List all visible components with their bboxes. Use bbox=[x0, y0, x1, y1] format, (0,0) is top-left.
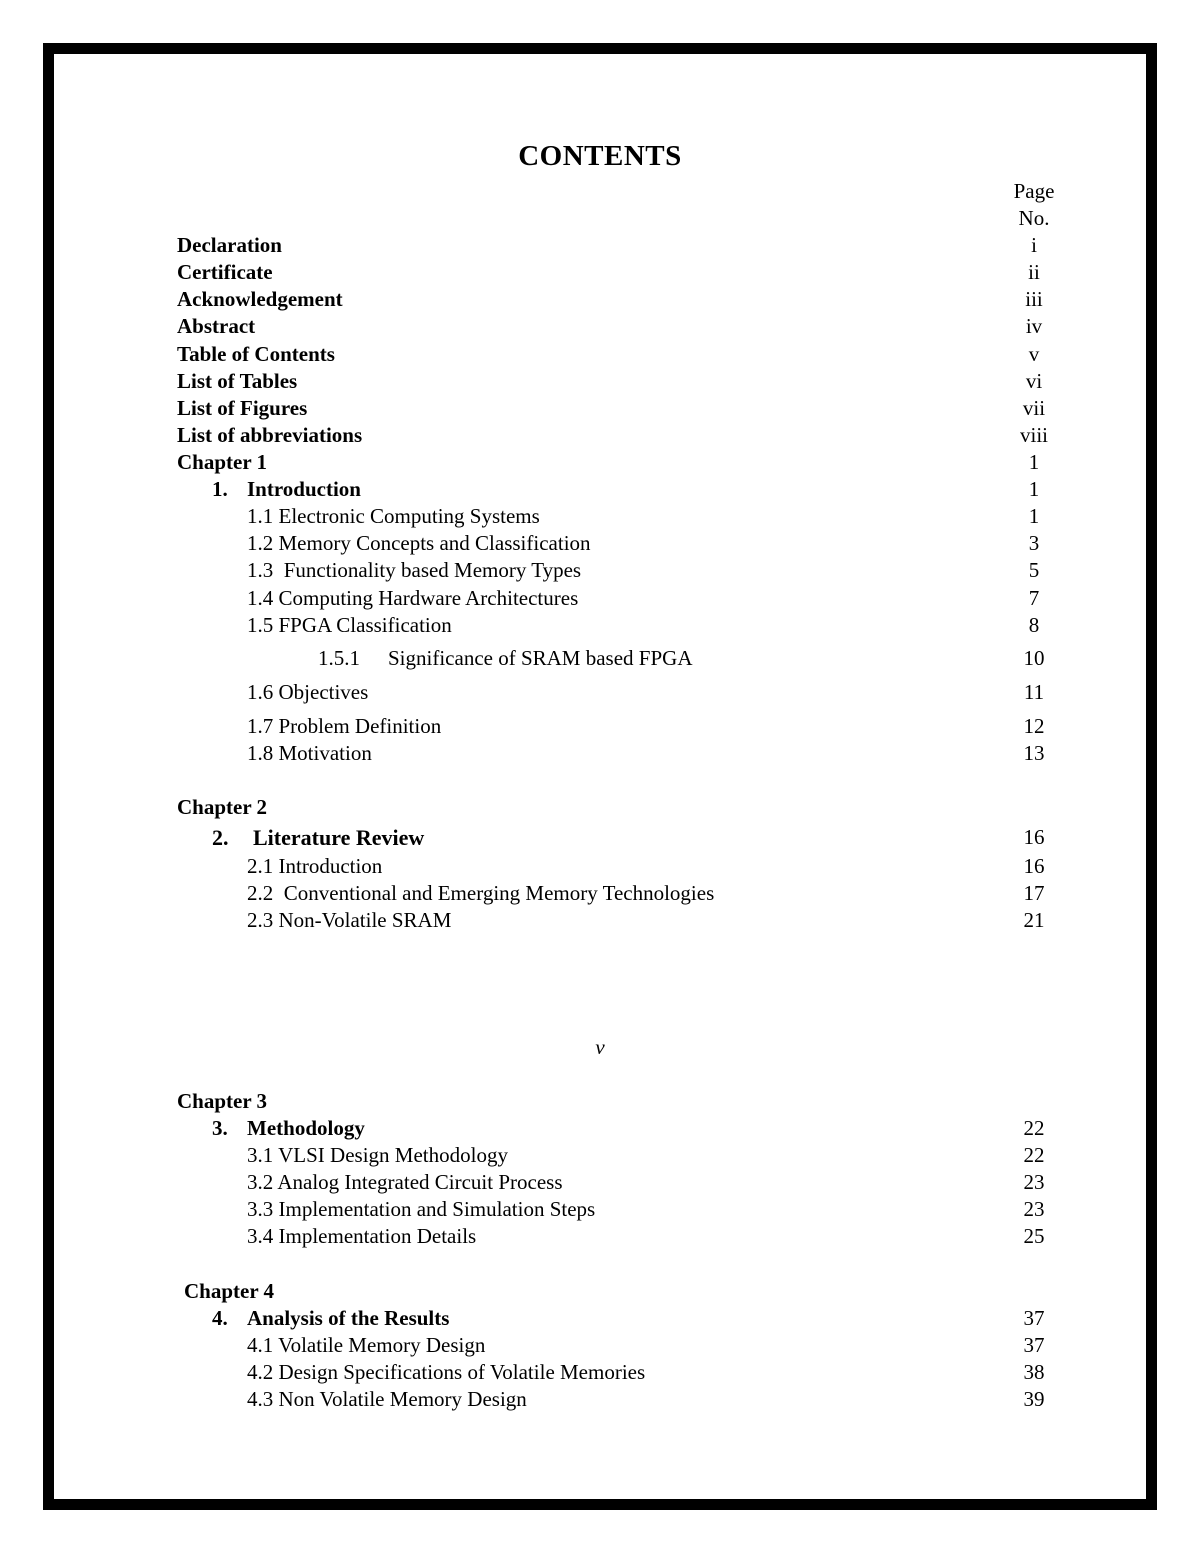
chapter-number: 3. bbox=[212, 1116, 228, 1140]
toc-entry-list-of-abbreviations[interactable] bbox=[0, 422, 1200, 449]
subsection-number: 1.5.1 bbox=[318, 646, 360, 670]
toc-label: 2.3 Non-Volatile SRAM bbox=[247, 908, 452, 932]
chapter-number: 1. bbox=[212, 477, 228, 501]
toc-label bbox=[318, 645, 692, 672]
toc-page: vii bbox=[1022, 396, 1046, 420]
toc-label: 3.1 VLSI Design Methodology bbox=[247, 1143, 508, 1167]
toc-page: 39 bbox=[1023, 1387, 1045, 1411]
toc-label: 2.1 Introduction bbox=[247, 854, 383, 878]
toc-label: 4.3 Non Volatile Memory Design bbox=[247, 1387, 527, 1411]
toc-label: 3.3 Implementation and Simulation Steps bbox=[247, 1197, 596, 1221]
toc-section[interactable] bbox=[0, 503, 1200, 530]
chapter-title-text: Methodology bbox=[247, 1116, 365, 1140]
toc-page: 13 bbox=[1023, 741, 1045, 765]
toc-label: 1.5 FPGA Classification bbox=[247, 613, 452, 637]
toc-entry-certificate[interactable] bbox=[0, 259, 1200, 286]
toc-label: 1.6 Objectives bbox=[247, 680, 369, 704]
chapter-number: 2. bbox=[212, 825, 229, 850]
toc-label: 1.2 Memory Concepts and Classification bbox=[247, 531, 591, 555]
toc-chapter-4-title[interactable] bbox=[0, 1305, 1200, 1332]
toc-label: 1.4 Computing Hardware Architectures bbox=[247, 586, 579, 610]
toc-page: 21 bbox=[1023, 908, 1045, 932]
toc-page: 38 bbox=[1023, 1360, 1045, 1384]
toc-subsection[interactable] bbox=[0, 645, 1200, 672]
toc-page: 1 bbox=[1028, 450, 1040, 474]
toc-section[interactable] bbox=[0, 907, 1200, 934]
toc-section[interactable] bbox=[0, 1223, 1200, 1250]
toc-entry-acknowledgement[interactable] bbox=[0, 286, 1200, 313]
toc-section[interactable] bbox=[0, 853, 1200, 880]
chapter-title bbox=[212, 824, 424, 851]
toc-chapter-2-heading[interactable] bbox=[0, 794, 1200, 821]
toc-section[interactable] bbox=[0, 1142, 1200, 1169]
chapter-heading: Chapter 4 bbox=[184, 1279, 275, 1303]
toc-label: 1.1 Electronic Computing Systems bbox=[247, 504, 540, 528]
toc-chapter-1-heading[interactable] bbox=[0, 449, 1200, 476]
toc-page: 23 bbox=[1023, 1197, 1045, 1221]
toc-label: Table of Contents bbox=[177, 342, 335, 366]
toc-page: i bbox=[1031, 233, 1037, 257]
toc-label: 1.7 Problem Definition bbox=[247, 714, 442, 738]
toc-entry-list-of-figures[interactable] bbox=[0, 395, 1200, 422]
toc-chapter-3-heading[interactable] bbox=[0, 1088, 1200, 1115]
toc-page: 10 bbox=[1023, 646, 1045, 670]
chapter-title bbox=[212, 1305, 449, 1332]
toc-label: 3.2 Analog Integrated Circuit Process bbox=[247, 1170, 563, 1194]
toc-page: 8 bbox=[1028, 613, 1040, 637]
toc-page: iv bbox=[1025, 314, 1043, 338]
toc-label: 4.2 Design Specifications of Volatile Memories bbox=[247, 1360, 646, 1384]
toc-section[interactable] bbox=[0, 1196, 1200, 1223]
toc-page: 1 bbox=[1028, 504, 1040, 528]
toc-page: v bbox=[1028, 342, 1040, 366]
toc-section[interactable] bbox=[0, 1359, 1200, 1386]
toc-chapter-4-heading[interactable] bbox=[0, 1278, 1200, 1305]
toc-page: 7 bbox=[1028, 586, 1040, 610]
toc-chapter-3-title[interactable] bbox=[0, 1115, 1200, 1142]
toc-page: ii bbox=[1028, 260, 1040, 284]
chapter-title bbox=[212, 1115, 365, 1142]
toc-page: vi bbox=[1025, 369, 1043, 393]
toc-page: 22 bbox=[1023, 1116, 1045, 1140]
toc-label: Certificate bbox=[177, 260, 273, 284]
toc-page: viii bbox=[1019, 423, 1048, 447]
toc-label: 1.8 Motivation bbox=[247, 741, 372, 765]
toc-section[interactable] bbox=[0, 679, 1200, 706]
toc-section[interactable] bbox=[0, 557, 1200, 584]
page-header-line-1: Page bbox=[1013, 179, 1055, 203]
chapter-title-text: Analysis of the Results bbox=[247, 1306, 450, 1330]
chapter-title-text: Literature Review bbox=[253, 825, 425, 850]
chapter-heading: Chapter 3 bbox=[177, 1089, 268, 1113]
toc-page: 37 bbox=[1023, 1333, 1045, 1357]
toc-page: 3 bbox=[1028, 531, 1040, 555]
toc-page: 16 bbox=[1023, 854, 1045, 878]
toc-page: 25 bbox=[1023, 1224, 1045, 1248]
chapter-heading: Chapter 2 bbox=[177, 795, 268, 819]
page-header-line-2: No. bbox=[1018, 206, 1050, 230]
toc-section[interactable] bbox=[0, 1169, 1200, 1196]
toc-page: 11 bbox=[1023, 680, 1045, 704]
chapter-title bbox=[212, 476, 361, 503]
page-number-header bbox=[1002, 178, 1066, 232]
toc-label: List of abbreviations bbox=[177, 423, 363, 447]
toc-label: Declaration bbox=[177, 233, 282, 257]
toc-page: 22 bbox=[1023, 1143, 1045, 1167]
toc-page: 1 bbox=[1028, 477, 1040, 501]
toc-page: 17 bbox=[1023, 881, 1045, 905]
toc-label: 3.4 Implementation Details bbox=[247, 1224, 477, 1248]
toc-label: 4.1 Volatile Memory Design bbox=[247, 1333, 486, 1357]
chapter-title-text: Introduction bbox=[247, 477, 361, 501]
toc-chapter-1-title[interactable] bbox=[0, 476, 1200, 503]
toc-chapter-2-title[interactable] bbox=[0, 824, 1200, 851]
toc-label: List of Tables bbox=[177, 369, 298, 393]
toc-label: Abstract bbox=[177, 314, 256, 338]
toc-label: Acknowledgement bbox=[177, 287, 343, 311]
toc-section[interactable] bbox=[0, 880, 1200, 907]
toc-section[interactable] bbox=[0, 740, 1200, 767]
toc-page: 16 bbox=[1023, 825, 1045, 849]
toc-page: 23 bbox=[1023, 1170, 1045, 1194]
toc-entry-declaration[interactable] bbox=[0, 232, 1200, 259]
toc-label: 2.2 Conventional and Emerging Memory Technologies bbox=[247, 881, 715, 905]
toc-section[interactable] bbox=[0, 612, 1200, 639]
toc-section[interactable] bbox=[0, 1386, 1200, 1413]
toc-label: List of Figures bbox=[177, 396, 308, 420]
page-title: CONTENTS bbox=[518, 140, 682, 172]
toc-section[interactable] bbox=[0, 713, 1200, 740]
toc-page: 5 bbox=[1028, 558, 1040, 582]
toc-page: 37 bbox=[1023, 1306, 1045, 1330]
toc-entry-table-of-contents[interactable] bbox=[0, 341, 1200, 368]
chapter-heading: Chapter 1 bbox=[177, 450, 268, 474]
toc-section[interactable] bbox=[0, 585, 1200, 612]
subsection-text: Significance of SRAM based FPGA bbox=[388, 646, 693, 670]
toc-page: 12 bbox=[1023, 714, 1045, 738]
toc-section[interactable] bbox=[0, 530, 1200, 557]
toc-entry-list-of-tables[interactable] bbox=[0, 368, 1200, 395]
toc-section[interactable] bbox=[0, 1332, 1200, 1359]
toc-entry-abstract[interactable] bbox=[0, 313, 1200, 340]
toc-page: iii bbox=[1025, 287, 1043, 311]
chapter-number: 4. bbox=[212, 1306, 228, 1330]
page-footer-number: v bbox=[595, 1035, 605, 1059]
toc-label: 1.3 Functionality based Memory Types bbox=[247, 558, 582, 582]
